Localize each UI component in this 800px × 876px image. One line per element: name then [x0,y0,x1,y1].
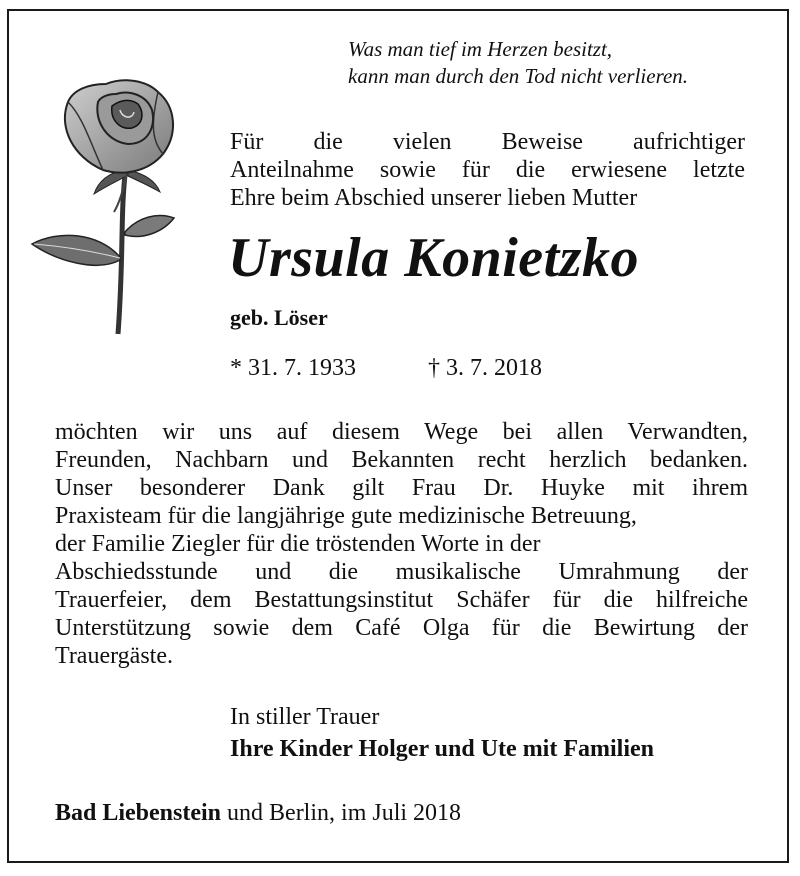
body-line: Unterstützung sowie dem Café Olga für die Bewirtung der [55,615,748,641]
quote-line-1: Was man tief im Herzen besitzt, [348,37,613,61]
quote-line-2: kann man durch den Tod nicht verlieren. [348,64,689,88]
deceased-name: Ursula Konietzko [228,227,639,289]
intro-line-3: Ehre beim Abschied unserer lieben Mutter [230,185,638,211]
body-line: möchten wir uns auf diesem Wege bei allen Verwandten, [55,419,748,445]
intro-text [230,128,745,212]
birth-name: geb. Löser [230,305,328,330]
death-date: † 3. 7. 2018 [428,355,542,381]
body-line: Trauergäste. [55,643,173,669]
place-town: Bad Liebenstein [55,800,222,826]
intro-line-2: Anteilnahme sowie für die erwiesene letzte [230,157,745,183]
thanks-paragraph [55,418,748,670]
body-line: Freunden, Nachbarn und Bekannten recht herzlich bedanken. [55,447,748,473]
signature-names: Ihre Kinder Holger und Ute mit Familien [230,736,654,762]
place-rest: und Berlin, im Juli 2018 [227,800,462,826]
body-line: Praxisteam für die langjährige gute medizinische Betreuung, [55,503,637,529]
place-date [55,800,461,827]
rose-icon [28,72,198,337]
signature-intro: In stiller Trauer [230,704,380,730]
birth-date: * 31. 7. 1933 [230,355,356,381]
intro-line-1: Für die vielen Beweise aufrichtiger [230,129,745,155]
body-line: Trauerfeier, dem Bestattungsinstitut Schäfer für die hilfreiche [55,587,748,613]
body-line: Unser besonderer Dank gilt Frau Dr. Huyke mit ihrem [55,475,748,501]
body-line: Abschiedsstunde und die musikalische Umrahmung der [55,559,748,585]
body-line: der Familie Ziegler für die tröstenden Worte in der [55,531,541,557]
